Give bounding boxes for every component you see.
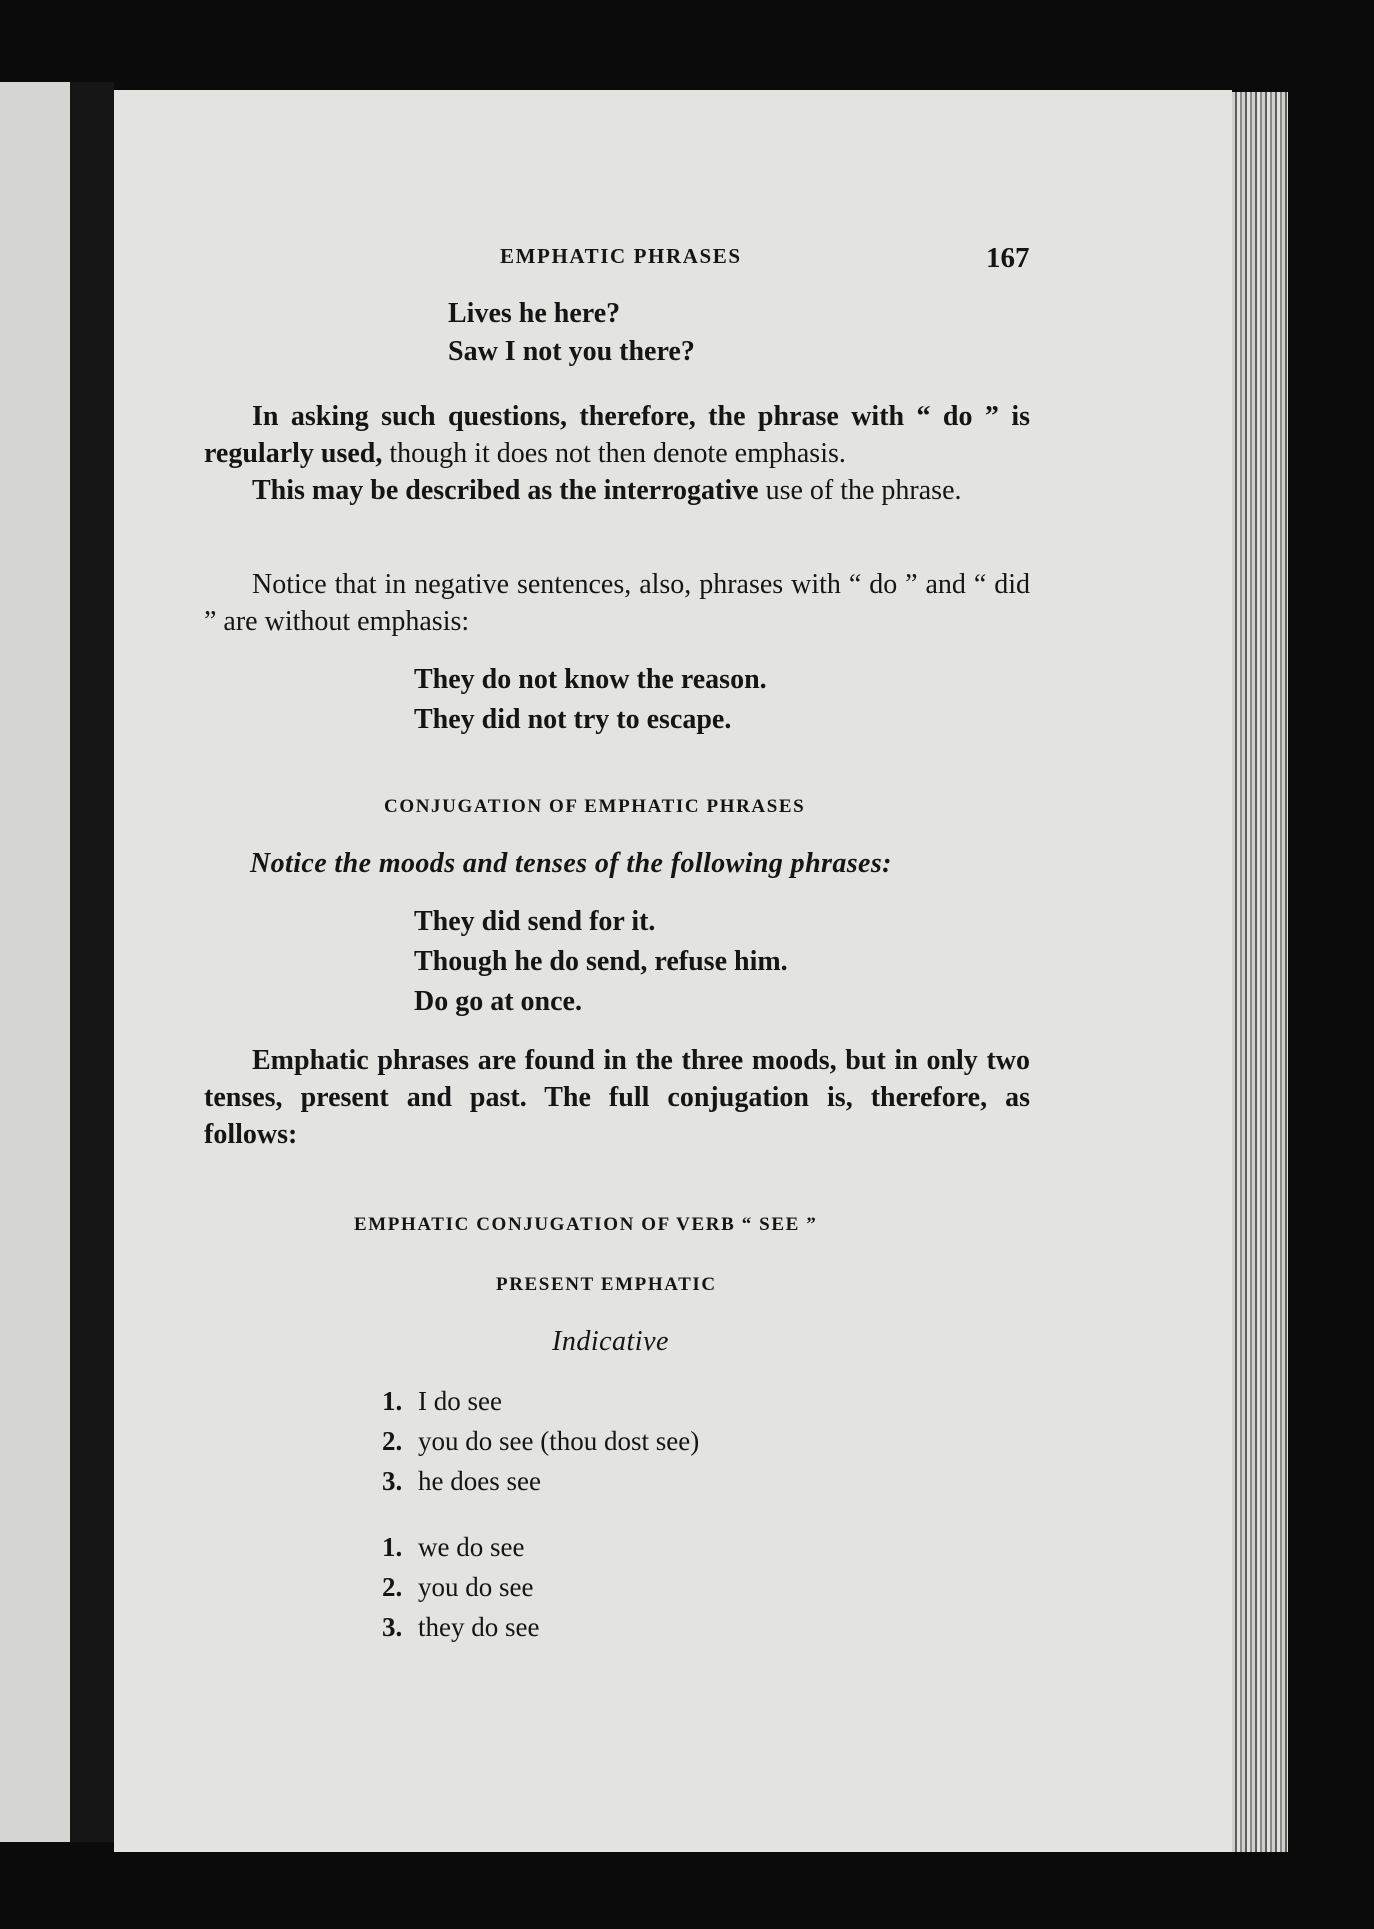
- paragraph-1-text-b: though it does not then denote emphasis.: [382, 438, 846, 469]
- paragraph-conjugation: [204, 1042, 1030, 1153]
- paragraph-2-bold: interrogative: [603, 475, 759, 506]
- plural-row-3: [382, 1612, 539, 1643]
- plural-row-2: [382, 1572, 533, 1603]
- row-text: you do see: [418, 1572, 534, 1602]
- singular-row-3: [382, 1466, 541, 1497]
- paragraph-1-text-a: In asking such questions, therefore, the phrase with “ do ”: [252, 401, 1012, 432]
- row-number: 1.: [382, 1386, 403, 1416]
- singular-row-1: [382, 1386, 502, 1417]
- singular-row-2: [382, 1426, 699, 1457]
- paragraph-1-bold: is regularly used,: [204, 401, 1030, 469]
- row-text: you do see (thou dost see): [418, 1426, 700, 1456]
- paragraph-3-text: Notice that in negative sentences, also, phrases with “ do ” and “ did ” are without emphasis:: [204, 569, 1030, 637]
- example-mood-3: Do go at once.: [414, 986, 582, 1017]
- background-shadow: [1288, 92, 1374, 1852]
- paragraph-2-text-b: use of the phrase.: [758, 475, 962, 506]
- page-number: 167: [986, 242, 1030, 274]
- row-number: 2.: [382, 1426, 403, 1456]
- plural-row-1: [382, 1532, 524, 1563]
- row-text: he does see: [418, 1466, 541, 1496]
- example-mood-1: They did send for it.: [414, 906, 656, 937]
- section-heading: CONJUGATION OF EMPHATIC PHRASES: [384, 796, 806, 817]
- row-text: we do see: [418, 1532, 525, 1562]
- page-stack-edges: [1232, 92, 1288, 1852]
- example-question-2: Saw I not you there?: [448, 336, 695, 367]
- example-negative-1: They do not know the reason.: [414, 664, 767, 695]
- example-negative-2: They did not try to escape.: [414, 704, 732, 735]
- row-number: 3.: [382, 1466, 403, 1496]
- running-title: EMPHATIC PHRASES: [500, 244, 742, 268]
- mood-heading: Indicative: [552, 1326, 669, 1357]
- conjugation-heading: EMPHATIC CONJUGATION OF VERB “ SEE ”: [354, 1214, 818, 1235]
- paragraph-questions: [204, 398, 1030, 509]
- example-mood-2: Though he do send, refuse him.: [414, 946, 788, 977]
- row-number: 2.: [382, 1572, 403, 1602]
- example-question-1: Lives he here?: [448, 298, 621, 329]
- paragraph-4-text: Emphatic phrases are found in the three moods, but in only two tenses, present and past. The full conjugation is, therefore, as follows:: [204, 1045, 1030, 1150]
- row-text: I do see: [418, 1386, 502, 1416]
- paragraph-2-text-a: This may be described as the: [252, 475, 604, 506]
- tense-heading: PRESENT EMPHATIC: [496, 1274, 717, 1295]
- paragraph-negative: [204, 566, 1030, 640]
- row-number: 1.: [382, 1532, 403, 1562]
- facing-page-edge: [0, 82, 70, 1842]
- row-text: they do see: [418, 1612, 540, 1642]
- book-gutter: [70, 82, 114, 1842]
- notice-line: Notice the moods and tenses of the following phrases:: [250, 848, 892, 879]
- row-number: 3.: [382, 1612, 403, 1642]
